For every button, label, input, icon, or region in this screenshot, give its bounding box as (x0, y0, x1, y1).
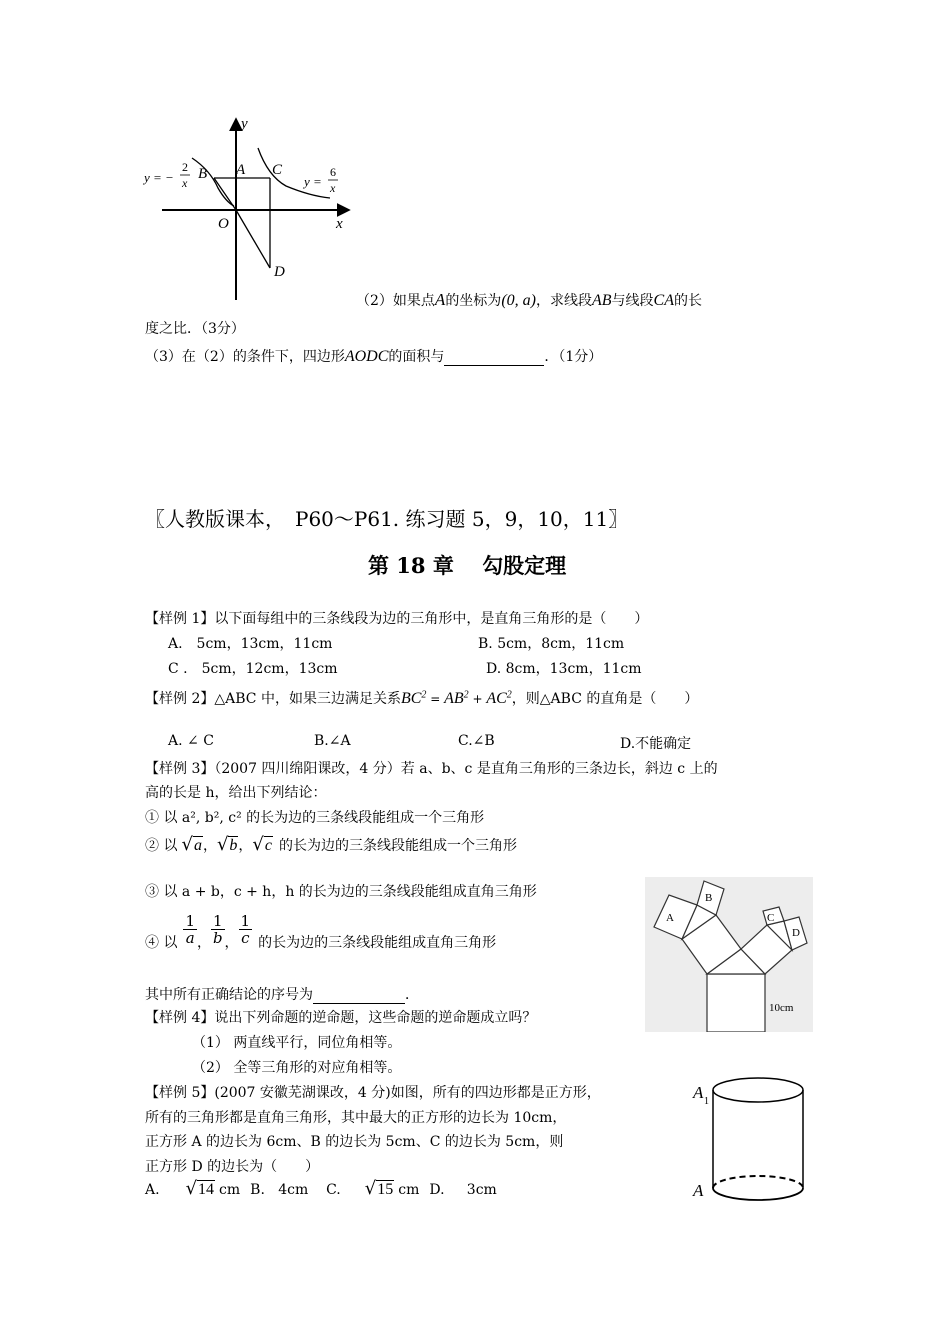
example-3-line1: 【样例 3】（2007 四川绵阳课改，4 分）若 a、b、c 是直角三角形的三条边长，斜边 c 上的 (145, 761, 718, 777)
point-d-label: D (274, 264, 285, 280)
coordinate-graph (140, 112, 355, 307)
example-1-option-b: B. 5cm，8cm，11cm (478, 636, 625, 652)
example-3-line2: 高的长是 h，给出下列结论： (145, 785, 327, 801)
example-5-line2: 所有的三角形都是直角三角形，其中最大的正方形的边长为 10cm， (145, 1110, 567, 1126)
pythagoras-squares-figure (645, 877, 813, 1032)
eq-right-num: 6 (330, 165, 336, 179)
square-c-label: C (767, 912, 775, 924)
example-4-item-1: （1） 两直线平行，同位角相等。 (192, 1035, 402, 1051)
example-3-conclusion-2: ② 以 √ a ， √ b ， √ c 的长为边的三条线段能组成一个三角形 (145, 834, 518, 855)
textbook-reference: 〖人教版课本， P60～P61. 练习题 5，9，10，11〗 (145, 507, 629, 531)
example-1-option-a: A. 5cm，13cm，11cm (168, 636, 333, 652)
cylinder-bottom-label: A (693, 1181, 704, 1200)
square-a-label: A (666, 912, 674, 924)
example-4-stem: 【样例 4】说出下列命题的逆命题，这些命题的逆命题成立吗？ (145, 1010, 537, 1026)
square-b-label: B (705, 892, 713, 904)
example-4-item-2: （2） 全等三角形的对应角相等。 (192, 1060, 402, 1076)
example-1-option-d: D. 8cm，13cm，11cm (486, 661, 642, 677)
eq-left-num: 2 (182, 160, 188, 174)
example-3-answer: 其中所有正确结论的序号为 ． (145, 987, 419, 1003)
cylinder-figure (690, 1072, 810, 1204)
example-1-stem: 【样例 1】以下面每组中的三条线段为边的三角形中，是直角三角形的是（ ） (145, 611, 649, 627)
example-5-options: A. √ 14 cm B. 4cm C. √ 15 cm D. 3cm (145, 1178, 497, 1199)
square-d-label: D (792, 927, 800, 939)
example-5-line1: 【样例 5】(2007 安徽芜湖课改，4 分)如图，所有的四边形都是正方形， (145, 1085, 601, 1101)
example-1-option-c: C . 5cm，12cm，13cm (168, 661, 338, 677)
question-2-line1: （2）如果点A的坐标为(0, a)，求线段AB与线段CA的长 (356, 290, 702, 309)
eq-right-den: x (330, 181, 336, 195)
length-label: 10cm (769, 1002, 794, 1014)
example-3-conclusion-3: ③ 以 a + b，c + h，h 的长为边的三条线段能组成直角三角形 (145, 884, 537, 900)
point-a-label: A (236, 162, 246, 178)
question-2-line2: 度之比．（3分） (145, 321, 245, 337)
example-3-conclusion-4: ④ 以 $\frac{1}{a}$ ， $\frac{1}{b}$ ， $\frac{1}{c}$ 的长为边的三条线段能组成直角三角形 (145, 911, 497, 951)
point-c-label: C (272, 162, 283, 178)
origin-label: O (218, 216, 229, 232)
eq-left-prefix: y = − (144, 170, 174, 185)
example-2-option-d: D.不能确定 (620, 736, 692, 752)
eq-right-prefix: y = (304, 174, 322, 189)
eq-left-den: x (182, 176, 188, 190)
example-2-option-c: C.∠B (458, 733, 495, 749)
example-2-option-b: B.∠A (314, 733, 351, 749)
y-axis-label: y (241, 116, 248, 132)
answer-blank[interactable] (313, 987, 405, 1004)
point-b-label: B (198, 166, 208, 182)
example-3-conclusion-1: ① 以 a², b², c² 的长为边的三条线段能组成一个三角形 (145, 810, 485, 826)
cylinder-top-subscript: 1 (704, 1096, 709, 1107)
example-2-option-a: A. ∠ C (168, 733, 214, 749)
hyperbola-right (258, 148, 330, 198)
example-5-line4: 正方形 D 的边长为（ ） (145, 1159, 320, 1175)
x-axis-label: x (336, 216, 343, 232)
answer-blank[interactable] (444, 349, 544, 366)
question-3: （3）在（2）的条件下，四边形AODC的面积与 ．（1分） (145, 348, 603, 365)
cylinder-top-label: A (693, 1083, 704, 1102)
chapter-title: 第 18 章 勾股定理 (368, 553, 567, 578)
example-5-line3: 正方形 A 的边长为 6cm、B 的边长为 5cm、C 的边长为 5cm，则 (145, 1134, 564, 1150)
example-2-stem: 【样例 2】△ABC 中，如果三边满足关系$BC^2 = AB^2 + AC^2$，则△ABC 的直角是（ ） (145, 689, 699, 707)
